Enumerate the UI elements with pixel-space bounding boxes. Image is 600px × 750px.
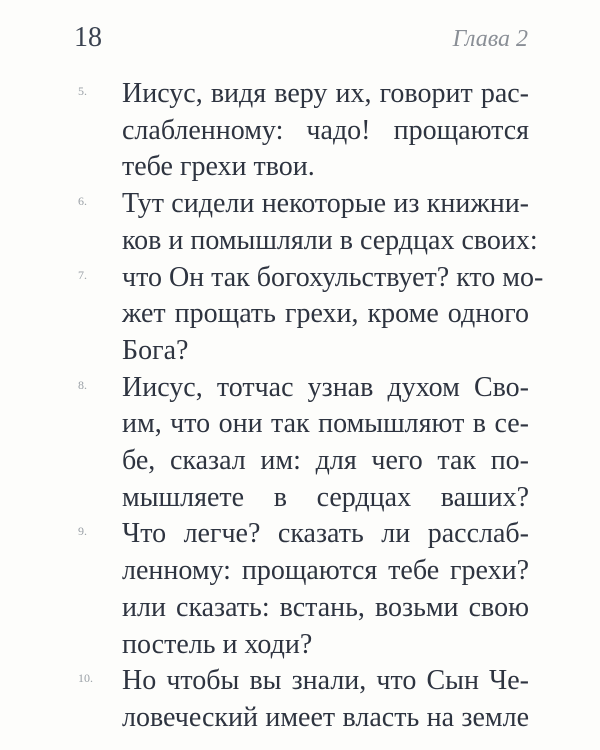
verse-line: Но чтобы вы знали, что Сын Че- — [122, 665, 529, 697]
verse-line: ленному: прощаются тебе грехи? — [122, 555, 529, 587]
verse-line: или сказать: встань, возьми свою — [122, 591, 529, 623]
verse-8 — [74, 370, 529, 517]
chapter-title: Глава 2 — [452, 26, 528, 52]
verse-5 — [74, 76, 529, 186]
verse-number: 5. — [78, 84, 87, 98]
verse-line: Бога? — [122, 334, 189, 366]
verse-number: 7. — [78, 267, 87, 282]
verse-line: ловеческий имеет власть на земле — [122, 701, 529, 733]
verse-line: Иисус, тотчас узнав духом Сво- — [122, 371, 529, 403]
verse-line: слабленному: чадо! прощаются — [122, 114, 529, 146]
verse-number: 8. — [78, 377, 87, 392]
verse-line: Иисус, видя веру их, говорит рас- — [122, 78, 529, 109]
verse-line: постель и ходи? — [122, 628, 313, 660]
verse-list — [74, 76, 544, 737]
verse-line: жет прощать грехи, кроме одного — [122, 298, 529, 330]
verse-line: Тут сидели некоторые из книжни- — [122, 188, 529, 220]
verse-line: мышляете в сердцах ваших? — [122, 481, 529, 513]
verse-number: 6. — [78, 194, 87, 209]
verse-number: 9. — [78, 524, 87, 539]
verse-10 — [74, 663, 529, 736]
verse-7 — [74, 260, 544, 370]
verse-line: им, что они так помышляют в се- — [122, 408, 529, 440]
verse-line: бе, сказал им: для чего так по- — [122, 445, 529, 477]
verse-line: тебе грехи твои. — [122, 151, 315, 183]
verse-9 — [74, 516, 529, 663]
verse-line: Что легче? сказать ли расслаб- — [122, 518, 529, 550]
verse-line: ков и помышляли в сердцах своих: — [122, 224, 538, 256]
verse-6 — [74, 186, 538, 259]
verse-line: что Он так богохульствует? кто мо- — [122, 261, 544, 293]
page-header — [74, 22, 528, 62]
page-number: 18 — [74, 22, 102, 53]
verse-number: 10. — [78, 671, 93, 686]
